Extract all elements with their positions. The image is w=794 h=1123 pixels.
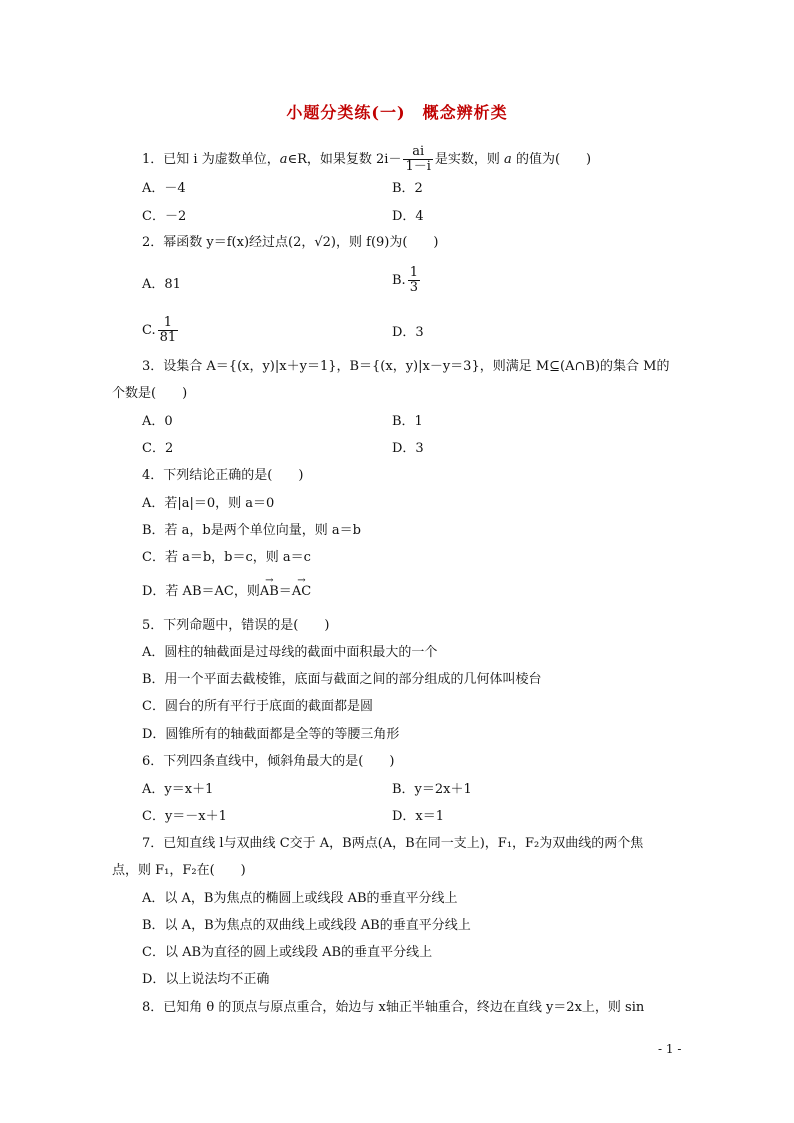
question-7-stem-line2: 点，则 F₁，F₂在( ) — [112, 863, 246, 878]
question-8-stem-line1: 8．已知角 θ 的顶点与原点重合，始边与 x轴正半轴重合，终边在直线 y＝2x上，则 sin — [142, 1000, 645, 1015]
q4-option-a: A．若|a|＝0，则 a＝0 — [142, 496, 275, 511]
q5-option-c: C．圆台的所有平行于底面的截面都是圆 — [142, 699, 373, 714]
question-3-stem-line1: 3．设集合 A＝{(x，y)|x＋y＝1}，B＝{(x，y)|x－y＝3}，则满足 M⊆(A∩B)的集合 M的 — [142, 359, 670, 374]
question-6-stem: 6．下列四条直线中，倾斜角最大的是( ) — [142, 754, 395, 769]
q5-option-d: D．圆锥所有的轴截面都是全等的等腰三角形 — [142, 727, 400, 742]
q5-option-b: B．用一个平面去截棱锥，底面与截面之间的部分组成的几何体叫棱台 — [142, 672, 542, 687]
question-2-stem: 2．幂函数 y＝f(x)经过点(2，√2)，则 f(9)为( ) — [142, 235, 439, 250]
q3-option-c: C．2 — [142, 441, 174, 456]
q1-fraction: $\frac{ai}{1-i}$ — [405, 144, 431, 174]
question-3-stem-line2: 个数是( ) — [112, 386, 188, 401]
q6-option-c: C．y＝－x＋1 — [142, 809, 227, 824]
page-title: 小题分类练(一) 概念辨析类 — [286, 103, 508, 122]
q2-option-d: D．3 — [392, 325, 424, 340]
q1-option-d: D．4 — [392, 209, 424, 224]
q4-option-c: C．若 a＝b，b＝c，则 a＝c — [142, 550, 311, 565]
q2-option-c: C. $\frac{1}{81}$ — [142, 315, 177, 345]
q3-option-d: D．3 — [392, 441, 424, 456]
question-4-stem: 4．下列结论正确的是( ) — [142, 468, 304, 483]
q3-option-b: B．1 — [392, 414, 423, 429]
q7-option-a: A．以 A，B为焦点的椭圆上或线段 AB的垂直平分线上 — [142, 891, 458, 906]
q7-option-d: D．以上说法均不正确 — [142, 972, 270, 987]
q5-option-a: A．圆柱的轴截面是过母线的截面中面积最大的一个 — [142, 645, 438, 660]
q2-option-b: B. $\frac{1}{3}$ — [392, 265, 418, 295]
q2-option-a: A．81 — [142, 277, 181, 292]
q6-option-b: B．y＝2x＋1 — [392, 782, 472, 797]
q1-option-b: B．2 — [392, 181, 423, 196]
q6-option-d: D．x＝1 — [392, 809, 445, 824]
q7-option-b: B．以 A，B为焦点的双曲线上或线段 AB的垂直平分线上 — [142, 918, 471, 933]
page-number: - 1 - — [658, 1042, 682, 1056]
q4-option-d: D．若 AB＝AC，则→ AB＝→ AC — [142, 583, 311, 601]
q1-option-c: C．－2 — [142, 209, 187, 224]
q1-option-a: A．－4 — [142, 181, 186, 196]
question-7-stem-line1: 7．已知直线 l与双曲线 C交于 A，B两点(A，B在同一支上)，F₁，F₂为双曲线的两个焦 — [142, 836, 644, 851]
q4-option-b: B．若 a，b是两个单位向量，则 a＝b — [142, 523, 361, 538]
q7-option-c: C．以 AB为直径的圆上或线段 AB的垂直平分线上 — [142, 945, 433, 960]
question-5-stem: 5．下列命题中，错误的是( ) — [142, 618, 330, 633]
q3-option-a: A．0 — [142, 414, 173, 429]
question-1-stem: 1．已知 i 为虚数单位，a∈R，如果复数 2i－ $\frac{ai}{1-i}$ 是实数，则 a 的值为( ) — [142, 144, 592, 174]
q6-option-a: A．y＝x＋1 — [142, 782, 214, 797]
